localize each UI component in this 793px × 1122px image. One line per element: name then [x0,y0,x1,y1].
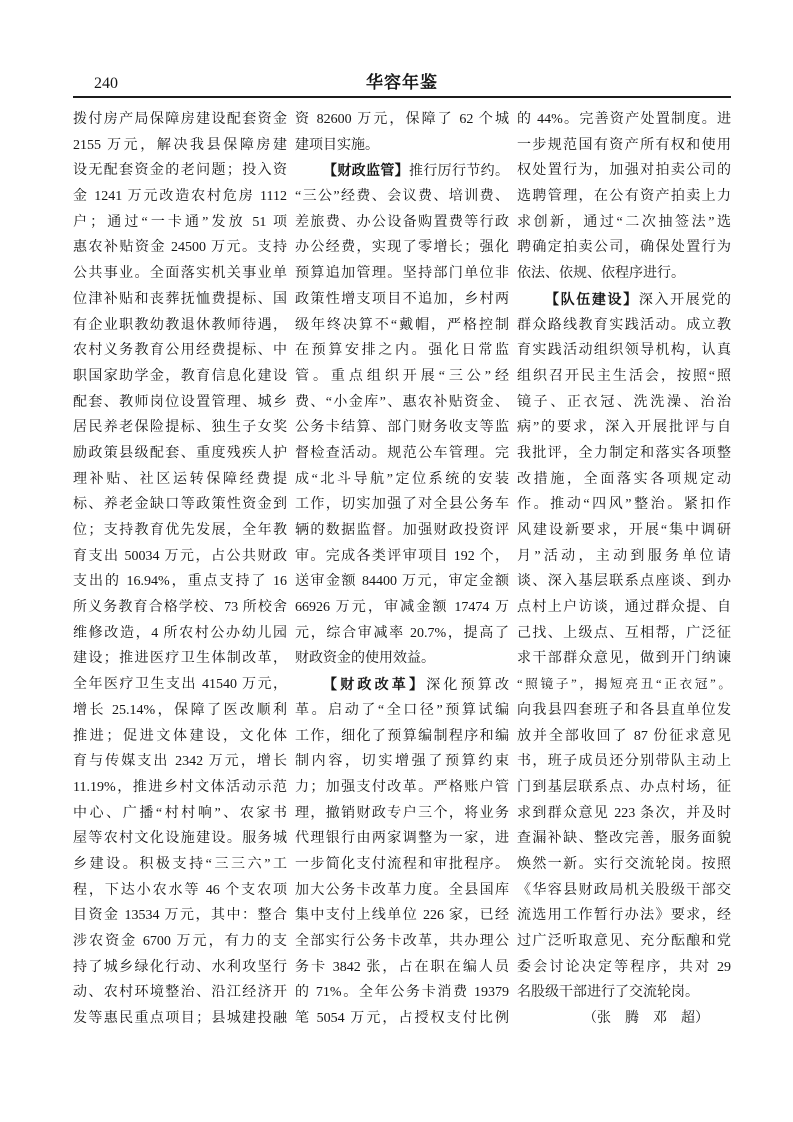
text-line: 涉农资金 6700 万元，有力的支 [73,934,287,949]
text-line: 书，班子成员还分别带队主动上 [517,754,731,770]
text-line: 的 71%。全年公务卡消费 19379 [295,985,509,1001]
text-line: 标、养老金缺口等政策性资金到 [73,497,287,513]
text-line: 过广泛听取意见、充分酝酿和党 [517,934,731,949]
text-line: 全年医疗卫生支出 41540 万元， [73,677,287,693]
text-line: 资 82600 万元，保障了 62 个城 [295,112,509,127]
text-line: 拨付房产局保障房建设配套资金 [73,112,287,127]
text-line: 居民养老保险提标、独生子女奖 [73,420,287,436]
text-line: 办公经费，实现了零增长；强化 [295,240,509,256]
text-line: 公共事业。全面落实机关事业单 [73,266,287,282]
text-line: 推进；促进文体建设，文化体 [73,728,287,744]
text-line: 权处置行为，加强对拍卖公司的 [517,163,731,179]
text-line: 笔 5054 万元，占授权支付比例 [295,1011,509,1027]
text-line: 加大公务卡改革力度。全县国库 [295,882,509,898]
text-line: 委会讨论决定等程序，共对 29 [517,959,731,975]
text-line: 维修改造，4 所农村公办幼儿园 [73,625,287,641]
text-line: 一步规范国有资产所有权和使用 [517,137,731,153]
text-line: 11.19%，推进乡村文体活动示范 [73,779,287,795]
text-line: 审。完成各类评审项目 192 个， [295,548,509,564]
text-line: 中心、广播“村村响”、农家书 [73,805,287,821]
section-heading: 【财政改革】 [323,676,427,693]
text-line: 名股级干部进行了交流轮岗。 [517,985,699,1001]
text-line: 己找、上级点、互相帮，广泛征 [517,625,731,641]
text-line: 我批评，全力制定和落实各项整 [517,445,731,461]
text-line: 2155 万元，解决我县保障房建 [73,137,287,153]
text-line: 《华容县财政局机关股级干部交 [517,882,731,898]
text-line: 成“北斗导航”定位系统的安装 [295,471,509,487]
text-line: 求创新，通过“二次抽签法”选 [517,214,731,230]
text-line: 有企业职教幼教退休教师待遇， [73,317,287,333]
text-line: 门到基层联系点、办点村场，征 [517,779,731,795]
text-line: 建设；推进医疗卫生体制改革， [73,651,287,667]
text-line: 的 44%。完善资产处置制度。进 [517,112,731,127]
text-line: （张 腾 邓 超） [583,1011,709,1027]
text-line: “三公”经费、会议费、培训费、 [295,189,509,205]
text-line: 制内容，切实增强了预算约束 [295,754,509,770]
text-line: 程，下达小农水等 46 个支农项 [73,882,287,898]
text-line: 公务卡结算、部门财务收支等监 [295,420,509,436]
section-heading: 【财政监管】 [323,162,409,179]
text-line: 设无配套资金的老问题；投入资 [73,163,287,179]
page-content [73,107,731,1032]
text-line: 金 1241 万元改造农村危房 1112 [73,189,287,205]
text-line: 66926 万元，审减金额 17474 万 [295,600,509,616]
text-line: 育与传媒支出 2342 万元，增长 [73,754,287,770]
text-line: 革。启动了“全口径”预算试编 [295,702,509,718]
text-line: 流选用工作暂行办法》要求，经 [517,908,731,924]
text-line: 辆的数据监督。加强财政投资评 [295,523,509,538]
text-line: 【财政监管】推行厉行节约。 [323,162,509,180]
text-line: 管。重点组织开展“三公”经 [295,368,509,384]
page-header [73,68,731,98]
column-right [517,107,731,1032]
text-line: 职国家助学金，教育信息化建设 [73,368,287,384]
text-line: 焕然一新。实行交流轮岗。按照 [517,856,731,872]
text-line: 务卡 3842 张，占在职在编人员 [295,959,509,975]
text-line: 放并全部收回了 87 份征求意见 [517,728,731,744]
text-line: 【队伍建设】深入开展党的 [545,290,731,308]
text-line: 户；通过“一卡通”发放 51 项 [73,214,287,230]
text-line: 预算追加管理。坚持部门单位非 [295,266,509,282]
text-line: 依法、依规、依程序进行。 [517,266,685,282]
text-line: 点村上户访谈，通过群众提、自 [517,600,731,616]
text-line: 育支出 50034 万元，占公共财政 [73,548,287,564]
text-line: 组织召开民主生活会，按照“照 [517,368,731,384]
text-line: 全部实行公务卡改革，共办理公 [295,934,509,949]
text-line: 配套、教师岗位设置管理、城乡 [73,394,287,410]
text-line: 求干部群众意见，做到开门纳谏 [517,651,731,667]
book-title: 华容年鉴 [366,73,438,92]
text-line: 理补贴、社区运转保障经费提 [73,471,287,487]
text-line: 选聘管理，在公有资产拍卖上力 [517,189,731,205]
text-line: 动、农村环境整治、沿江经济开 [73,985,287,1001]
section-heading: 【队伍建设】 [545,290,639,307]
page-number: 240 [94,75,118,92]
text-line: 财政资金的使用效益。 [295,651,435,667]
text-line: 督检查活动。规范公车管理。完 [295,445,509,461]
text-line: 理，撤销财政专户三个，将业务 [295,805,509,821]
text-line: 送审金额 84400 万元，审定金额 [295,574,509,590]
text-line: 工作，细化了预算编制程序和编 [295,728,509,744]
text-line: 政策性增支项目不追加，乡村两 [295,291,509,307]
text-line: 镜子、正衣冠、洗洗澡、治治 [517,394,731,410]
text-line: 励政策县级配套、重度残疾人护 [73,445,287,461]
text-line: 支出的 16.94%，重点支持了 16 [73,574,287,590]
column-middle [295,107,509,1032]
text-line: “照镜子”，揭短亮丑“正衣冠”。 [517,677,731,692]
text-line: 发等惠民重点项目；县城建投融 [73,1011,287,1027]
text-line: 风建设新要求，开展“集中调研 [517,523,731,538]
text-line: 增长 25.14%，保障了医改顺利 [73,702,287,718]
text-line: 月”活动，主动到服务单位请 [517,548,731,564]
text-line: 一步简化支付流程和审批程序。 [295,856,509,872]
text-line: 位津补贴和丧葬抚恤费提标、国 [73,291,287,307]
text-line: 力；加强支付改革。严格账户管 [295,779,509,795]
text-line: 病”的要求，深入开展批评与自 [517,420,731,436]
text-line: 屋等农村文化设施建设。服务城 [73,831,287,847]
text-line: 【财政改革】深化预算改 [323,676,509,694]
text-line: 育实践活动组织领导机构，认真 [517,343,731,359]
text-line: 持了城乡绿化行动、水利攻坚行 [73,959,287,975]
column-left [73,107,287,1032]
text-line: 谈、深入基层联系点座谈、到办 [517,574,731,590]
text-line: 农村义务教育公用经费提标、中 [73,343,287,359]
text-line: 惠农补贴资金 24500 万元。支持 [73,240,287,256]
text-line: 聘确定拍卖公司，确保处置行为 [517,240,731,256]
text-line: 查漏补缺、整改完善，服务面貌 [517,831,731,847]
text-line: 乡建设。积极支持“三三六”工 [73,856,287,872]
text-line: 求到群众意见 223 条次，并及时 [517,805,731,821]
text-line: 在预算安排之内。强化日常监 [295,343,509,359]
text-line: 集中支付上线单位 226 家，已经 [295,908,509,924]
text-line: 群众路线教育实践活动。成立教 [517,317,731,333]
text-line: 级年终决算不“戴帽，严格控制 [295,317,509,333]
text-line: 目资金 13534 万元，其中：整合 [73,908,287,924]
text-line: 代理银行由两家调整为一家，进 [295,831,509,847]
text-line: 元，综合审减率 20.7%，提高了 [295,625,509,641]
text-line: 工作，切实加强了对全县公务车 [295,497,509,513]
text-line: 费、“小金库”、惠农补贴资金、 [295,394,509,410]
text-line: 改措施，全面落实各项规定动 [517,471,731,487]
text-line: 向我县四套班子和各县直单位发 [517,702,731,718]
text-line: 作。推动“四风”整治。紧扣作 [517,497,731,513]
text-line: 所义务教育合格学校、73 所校舍 [73,600,287,616]
text-line: 差旅费、办公设备购置费等行政 [295,214,509,230]
text-line: 建项目实施。 [295,137,379,153]
text-line: 位；支持教育优先发展，全年教 [73,523,287,538]
